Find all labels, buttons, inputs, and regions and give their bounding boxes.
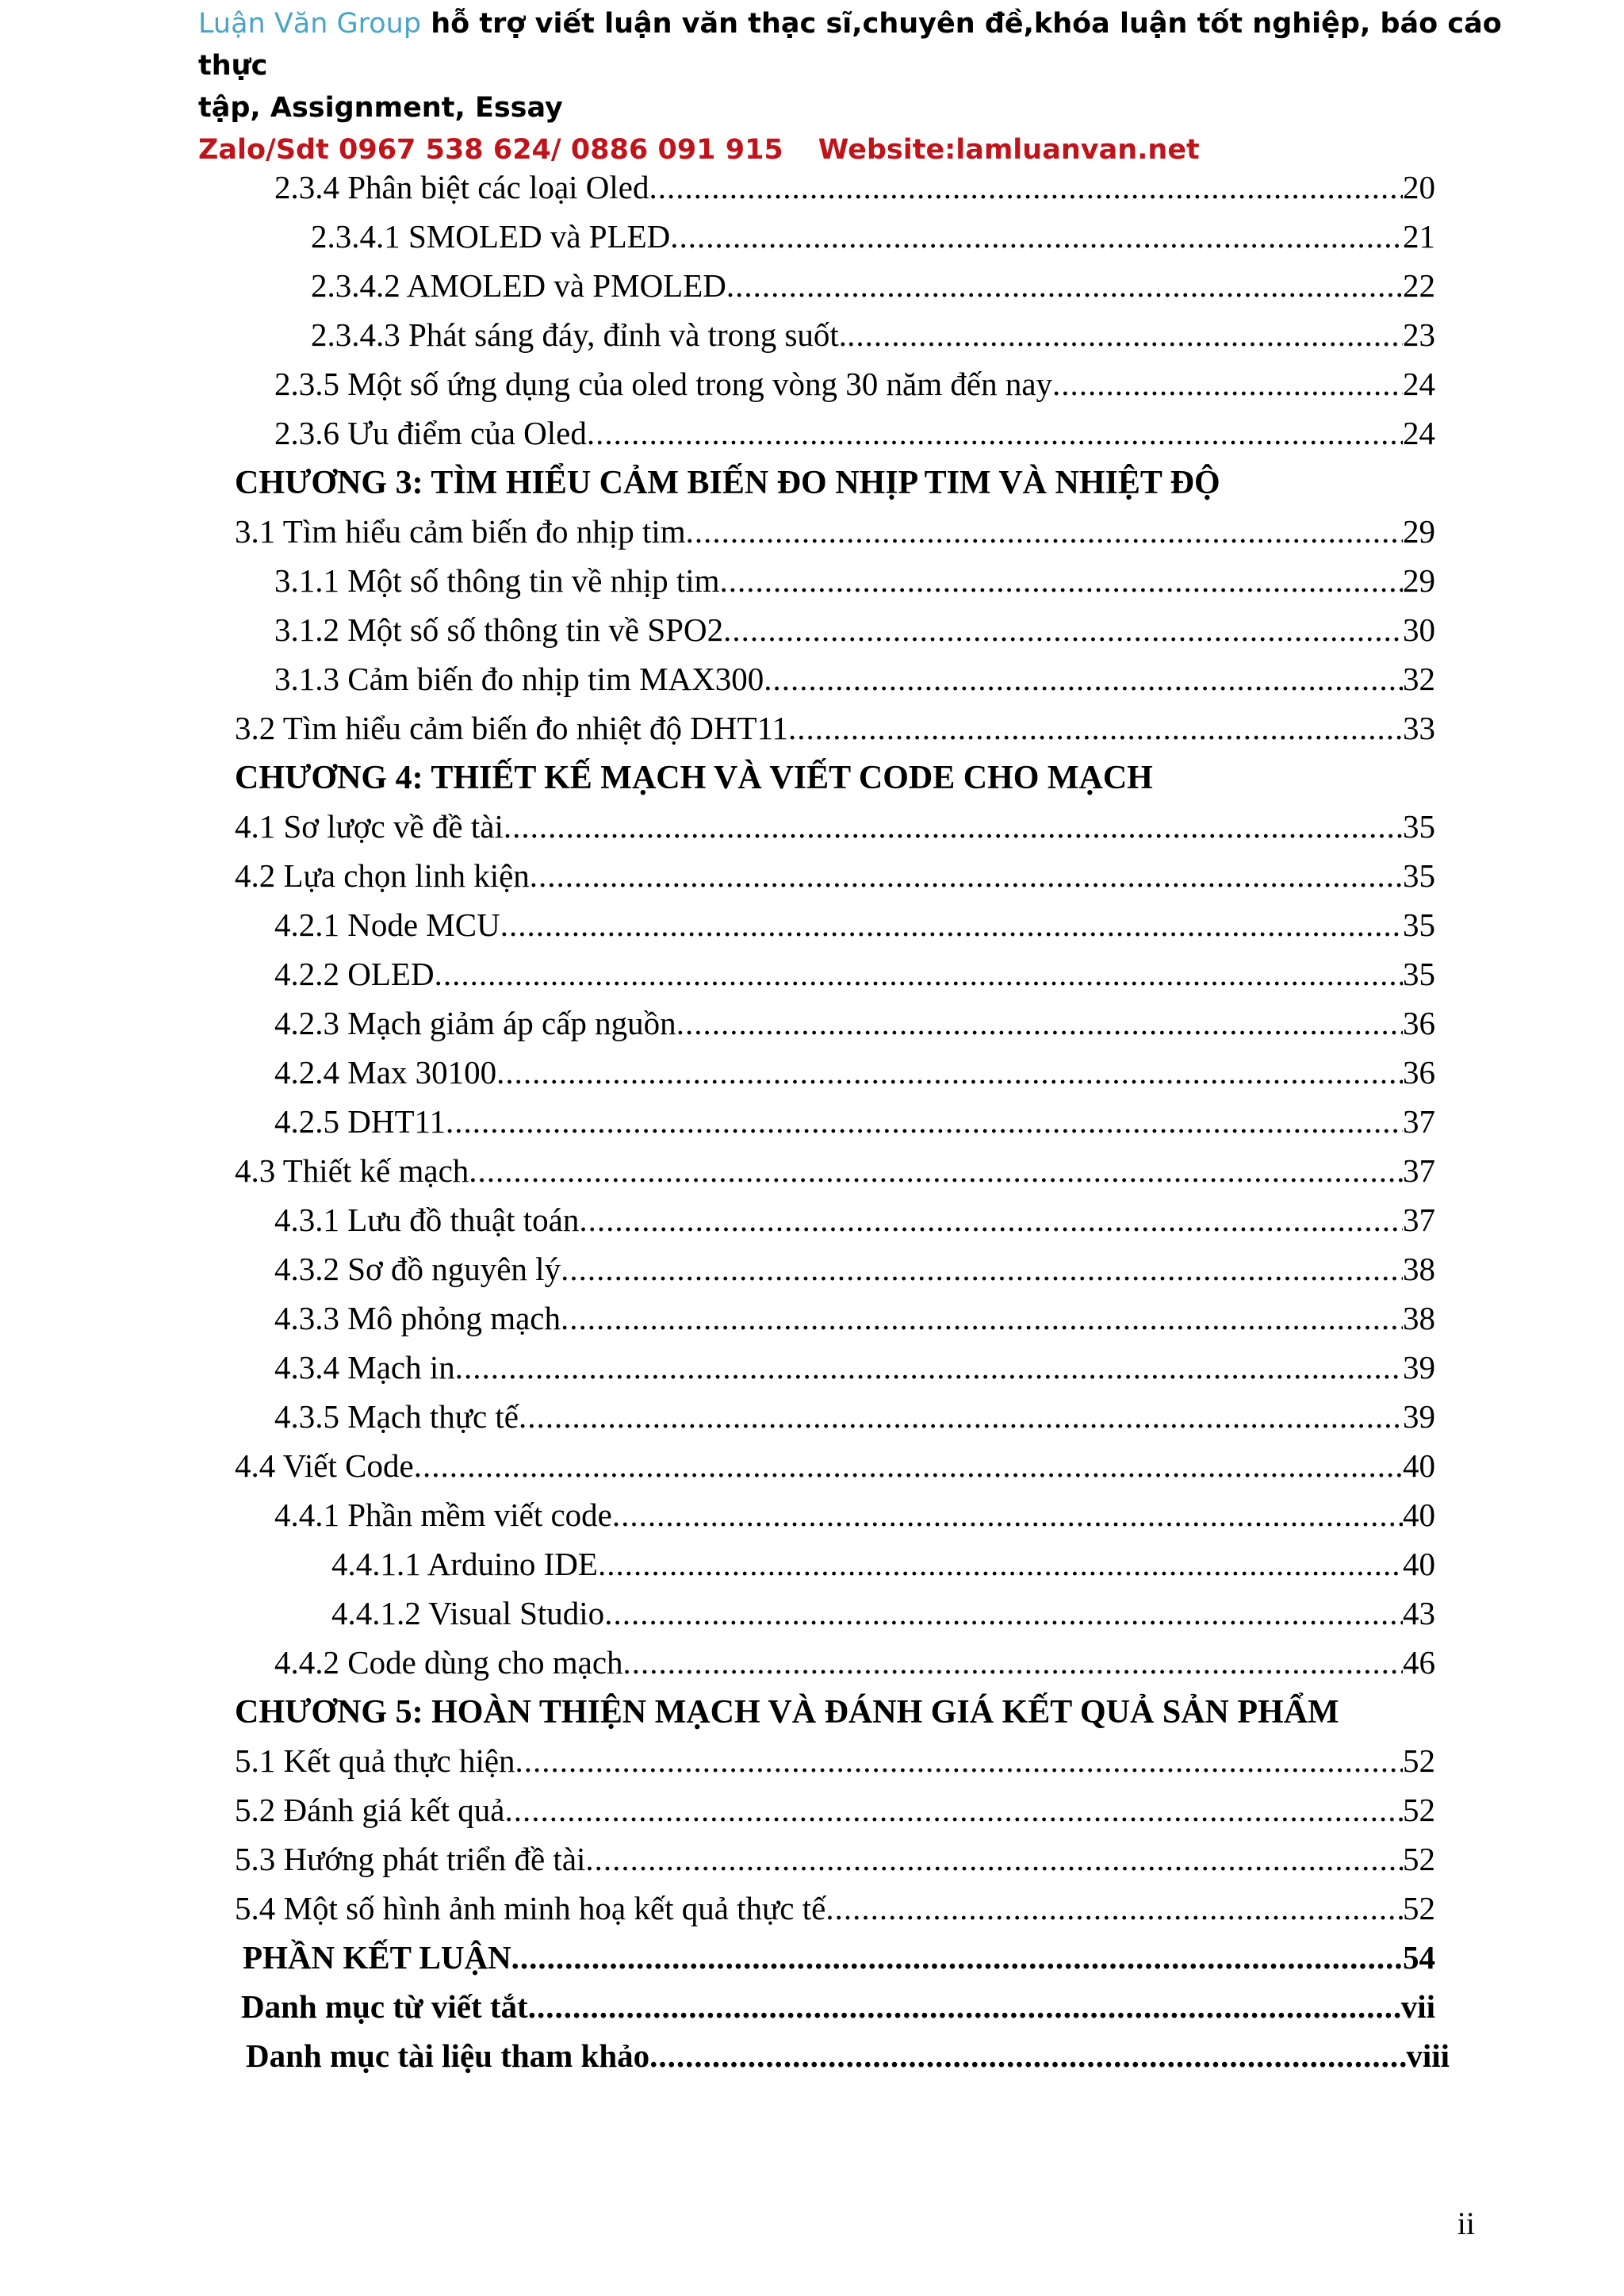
toc-entry[interactable] <box>274 1195 1435 1244</box>
toc-entry-page: 39 <box>1403 1398 1435 1435</box>
toc-entry-label: 4.3.3 Mô phỏng mạch <box>274 1300 561 1336</box>
toc-leader-dots <box>585 1834 1403 1884</box>
toc-entry-page: 35 <box>1403 956 1435 992</box>
toc-leader-dots <box>561 1294 1403 1343</box>
toc-entry-page: 39 <box>1403 1349 1435 1386</box>
toc-entry-page: 38 <box>1403 1251 1435 1287</box>
toc-entry[interactable] <box>331 1589 1435 1638</box>
toc-entry-label: 4.3.2 Sơ đồ nguyên lý <box>274 1251 561 1287</box>
toc-leader-dots <box>515 1736 1403 1785</box>
toc-entry-page: 38 <box>1403 1300 1435 1336</box>
toc-entry-page: 24 <box>1403 366 1435 402</box>
website-link[interactable]: Website:lamluanvan.net <box>818 134 1200 166</box>
toc-entry[interactable] <box>274 949 1435 999</box>
document-header <box>198 3 1515 171</box>
toc-entry-label: 2.3.4.2 AMOLED và PMOLED <box>311 267 726 304</box>
toc-entry-label: 2.3.4.1 SMOLED và PLED <box>311 218 671 255</box>
toc-entry-label: 5.3 Hướng phát triển đề tài <box>235 1841 586 1877</box>
toc-leader-dots <box>726 261 1403 310</box>
toc-entry-label: 4.4.1.2 Visual Studio <box>331 1595 605 1631</box>
toc-entry-page: viii <box>1406 2037 1450 2074</box>
toc-entry-page: 52 <box>1403 1742 1435 1779</box>
toc-leader-dots <box>723 605 1403 654</box>
toc-leader-dots <box>579 1195 1403 1244</box>
toc-entry-label: 4.2.3 Mạch giảm áp cấp nguồn <box>274 1005 676 1041</box>
toc-entry[interactable] <box>274 1638 1435 1687</box>
toc-entry-label: 2.3.5 Một số ứng dụng của oled trong vòng 30 năm đến nay <box>274 366 1053 402</box>
toc-leader-dots <box>612 1490 1403 1539</box>
toc-entry-label: 4.3.4 Mạch in <box>274 1349 455 1386</box>
toc-entry-page: 32 <box>1403 661 1435 697</box>
toc-leader-dots <box>519 1392 1403 1441</box>
toc-leader-dots <box>414 1441 1403 1490</box>
toc-entry-page: 22 <box>1403 267 1435 304</box>
toc-leader-dots <box>504 1785 1403 1834</box>
toc-entry-label: 5.1 Kết quả thực hiện <box>235 1742 515 1779</box>
header-tagline: hỗ trợ viết luận văn thạc sĩ,chuyên đề,khóa luận tốt nghiệp, báo cáo thực <box>198 8 1502 82</box>
toc-entry-page: 30 <box>1403 611 1435 648</box>
toc-entry[interactable] <box>331 1539 1435 1589</box>
toc-entry[interactable] <box>274 1294 1435 1343</box>
toc-entry-page: 40 <box>1403 1497 1435 1533</box>
toc-entry-label: 3.1 Tìm hiểu cảm biến đo nhịp tim <box>235 513 686 550</box>
toc-entry-page: 24 <box>1403 415 1435 451</box>
toc-leader-dots <box>496 1048 1403 1097</box>
toc-entry-page: 35 <box>1403 808 1435 845</box>
toc-entry[interactable] <box>311 212 1435 261</box>
toc-entry-page: 36 <box>1403 1005 1435 1041</box>
toc-entry-page: 35 <box>1403 907 1435 943</box>
toc-entry-label: 3.1.3 Cảm biến đo nhịp tim MAX300 <box>274 661 764 697</box>
toc-entry-label: 3.1.1 Một số thông tin về nhịp tim <box>274 562 720 599</box>
toc-entry-label: 4.2.1 Node MCU <box>274 907 500 943</box>
toc-leader-dots <box>530 851 1403 900</box>
toc-leader-dots <box>676 999 1403 1048</box>
toc-entry[interactable] <box>311 261 1435 310</box>
toc-entry-label: 3.2 Tìm hiểu cảm biến đo nhiệt độ DHT11 <box>235 710 789 746</box>
toc-entry-label: 4.1 Sơ lược về đề tài <box>235 808 504 845</box>
contact-phone: Zalo/Sdt 0967 538 624/ 0886 091 915 <box>198 134 783 166</box>
toc-entry[interactable] <box>274 1097 1435 1146</box>
toc-entry-page: 46 <box>1403 1644 1435 1681</box>
toc-entry[interactable] <box>274 1048 1435 1097</box>
toc-leader-dots <box>649 2031 1406 2080</box>
toc-entry-label: 4.3 Thiết kế mạch <box>235 1152 469 1189</box>
toc-entry-label: 4.3.1 Lưu đồ thuật toán <box>274 1202 580 1238</box>
toc-entry-page: 20 <box>1403 169 1435 205</box>
toc-entry-page: 33 <box>1403 710 1435 746</box>
toc-leader-dots <box>446 1097 1403 1146</box>
toc-entry[interactable] <box>235 1146 1435 1195</box>
toc-entry-label: Danh mục từ viết tắt <box>241 1988 528 2025</box>
toc-entry[interactable] <box>235 1736 1435 1785</box>
toc-entry-label: PHẦN KẾT LUẬN <box>243 1939 511 1976</box>
toc-leader-dots <box>455 1343 1403 1392</box>
toc-entry[interactable] <box>274 654 1435 703</box>
toc-entry-page: 36 <box>1403 1054 1435 1091</box>
toc-entry[interactable] <box>311 310 1435 359</box>
toc-entry[interactable] <box>235 1884 1435 1933</box>
toc-entry-label: 4.4.2 Code dùng cho mạch <box>274 1644 623 1681</box>
toc-entry-page: 43 <box>1403 1595 1435 1631</box>
toc-entry[interactable] <box>235 703 1435 753</box>
toc-entry-label: 5.2 Đánh giá kết quả <box>235 1792 505 1828</box>
toc-entry-label: 2.3.4 Phân biệt các loại Oled <box>274 169 649 205</box>
header-line-2: tập, Assignment, Essay <box>198 92 563 124</box>
toc-leader-dots <box>623 1638 1403 1687</box>
toc-entry-page: 29 <box>1403 513 1435 550</box>
toc-entry[interactable] <box>235 1441 1435 1490</box>
chapter-4-heading[interactable]: CHƯƠNG 4: THIẾT KẾ MẠCH VÀ VIẾT CODE CHO MẠCH <box>235 760 1153 796</box>
toc-entry-label: 4.2 Lựa chọn linh kiện <box>235 857 530 894</box>
toc-entry-label: 3.1.2 Một số số thông tin về SPO2 <box>274 611 724 648</box>
toc-entry-label: Danh mục tài liệu tham khảo <box>246 2037 650 2074</box>
toc-leader-dots <box>587 408 1403 458</box>
toc-leader-dots <box>847 310 1403 359</box>
toc-entry-label: 4.2.5 DHT11 <box>274 1103 446 1140</box>
toc-entry[interactable] <box>235 802 1435 851</box>
toc-leader-dots <box>435 949 1403 999</box>
toc-entry-conclusion[interactable] <box>243 1933 1435 1982</box>
toc-leader-dots <box>720 556 1404 605</box>
toc-entry-label: 5.4 Một số hình ảnh minh hoạ kết quả thực tế <box>235 1890 826 1926</box>
toc-entry-page: 54 <box>1403 1939 1435 1976</box>
toc-entry-page: 37 <box>1403 1152 1435 1189</box>
brand-name: Luận Văn Group <box>198 8 422 40</box>
toc-entry-page: 37 <box>1403 1202 1435 1238</box>
toc-leader-dots <box>649 163 1403 212</box>
toc-leader-dots <box>511 1933 1403 1982</box>
toc-entry[interactable] <box>274 1490 1435 1539</box>
toc-leader-dots <box>788 703 1403 753</box>
header-line-1 <box>198 3 1515 87</box>
toc-entry-label: 4.4.1.1 Arduino IDE <box>331 1546 598 1582</box>
toc-leader-dots <box>686 507 1403 556</box>
toc-entry-page: 23 <box>1403 316 1435 353</box>
toc-entry-label: 2.3.4.3 Phát sáng đáy, đỉnh và trong suốt. <box>311 316 848 353</box>
toc-entry[interactable] <box>274 163 1435 212</box>
toc-leader-dots <box>500 900 1403 949</box>
toc-entry-page: 40 <box>1403 1546 1435 1582</box>
toc-entry-page: 35 <box>1403 857 1435 894</box>
toc-entry-references[interactable] <box>246 2031 1450 2080</box>
toc-entry-label: 4.2.4 Max 30100 <box>274 1054 497 1091</box>
toc-entry[interactable] <box>274 1392 1435 1441</box>
chapter-5-heading[interactable]: CHƯƠNG 5: HOÀN THIỆN MẠCH VÀ ĐÁNH GIÁ KẾT QUẢ SẢN PHẨM <box>235 1694 1339 1731</box>
toc-entry[interactable] <box>274 1244 1435 1294</box>
toc-leader-dots <box>598 1539 1403 1589</box>
toc-entry-label: 4.3.5 Mạch thực tế <box>274 1398 519 1435</box>
toc-leader-dots <box>504 802 1403 851</box>
toc-leader-dots <box>764 654 1403 703</box>
toc-entry[interactable] <box>274 900 1435 949</box>
toc-entry-label: 4.2.2 OLED <box>274 956 435 992</box>
toc-entry-page: 52 <box>1403 1890 1435 1926</box>
toc-leader-dots <box>670 212 1403 261</box>
toc-entry-page: 52 <box>1403 1792 1435 1828</box>
toc-entry[interactable] <box>274 359 1435 408</box>
toc-entry[interactable] <box>235 507 1435 556</box>
toc-entry-page: vii <box>1400 1988 1435 2025</box>
toc-leader-dots <box>561 1244 1403 1294</box>
toc-leader-dots <box>1052 359 1403 408</box>
toc-entry-page: 37 <box>1403 1103 1435 1140</box>
chapter-3-heading[interactable]: CHƯƠNG 3: TÌM HIỂU CẢM BIẾN ĐO NHỊP TIM VÀ NHIỆT ĐỘ <box>235 465 1220 501</box>
toc-entry[interactable] <box>274 1343 1435 1392</box>
toc-entry-page: 52 <box>1403 1841 1435 1877</box>
toc-entry[interactable] <box>274 556 1435 605</box>
toc-entry[interactable] <box>235 1785 1435 1834</box>
toc-entry[interactable] <box>235 1834 1435 1884</box>
toc-entry-label: 4.4.1 Phần mềm viết code <box>274 1497 612 1533</box>
toc-leader-dots <box>469 1146 1403 1195</box>
toc-entry[interactable] <box>274 999 1435 1048</box>
toc-entry[interactable] <box>235 851 1435 900</box>
toc-leader-dots <box>528 1982 1401 2031</box>
toc-entry[interactable] <box>274 408 1435 458</box>
toc-entry-abbreviations[interactable] <box>241 1982 1435 2031</box>
toc-entry-label: 2.3.6 Ưu điểm của Oled <box>274 415 587 451</box>
toc-entry-page: 21 <box>1403 218 1435 255</box>
toc-leader-dots <box>604 1589 1403 1638</box>
toc-entry-page: 29 <box>1403 562 1435 599</box>
toc-entry-page: 40 <box>1403 1447 1435 1484</box>
toc-leader-dots <box>825 1884 1403 1933</box>
toc-entry[interactable] <box>274 605 1435 654</box>
page-number: ii <box>1457 2206 1475 2241</box>
toc-entry-label: 4.4 Viết Code <box>235 1447 414 1484</box>
